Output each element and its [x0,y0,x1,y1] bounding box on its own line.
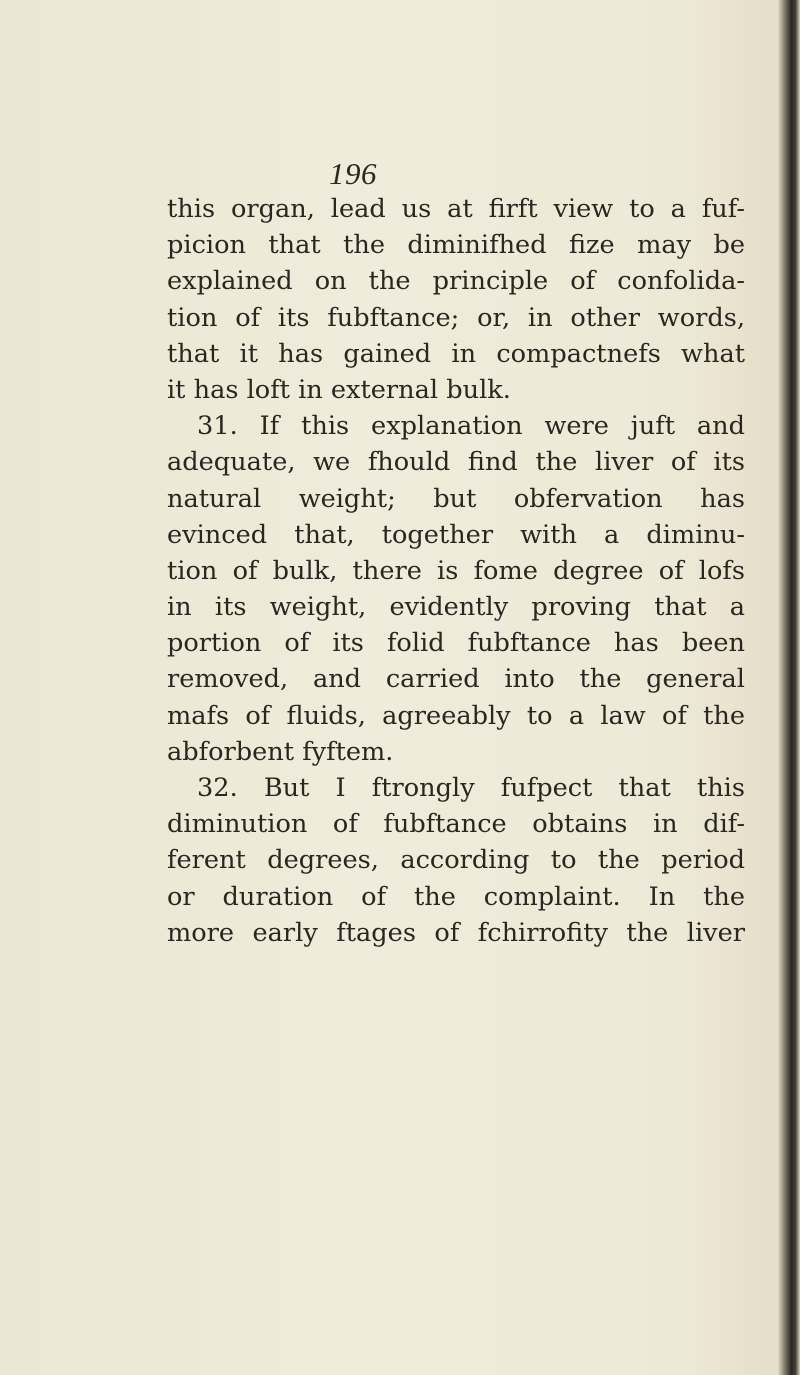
text-line: or duration of the complaint. In the [167,881,745,912]
text-line: natural weight; but obfervation has [167,483,745,514]
text-line: tion of its fubftance; or, in other words, [167,302,745,333]
text-line: evinced that, together with a diminu- [167,519,745,550]
text-line: in its weight, evidently proving that a [167,592,745,623]
text-line: picion that the diminifhed fize may be [167,230,745,261]
text-line: 32. But I ftrongly fufpect that this [197,773,745,803]
text-line: this organ, lead us at firft view to a fuf- [167,194,745,224]
text-line: explained on the principle of confolida- [167,266,745,297]
text-line: portion of its folid fubftance has been [167,628,745,659]
text-line: adequate, we fhould find the liver of its [167,447,745,478]
text-line: tion of bulk, there is fome degree of lofs [167,555,745,586]
text-line: ferent degrees, according to the period [167,845,745,876]
text-line: 31. If this explanation were juft and [197,411,745,442]
text-line: more early ftages of fchirrofity the liver [167,917,745,948]
text-line: removed, and carried into the general [167,664,745,695]
text-line: that it has gained in compactnefs what [167,338,745,369]
body-text [167,191,745,951]
text-line: it has loft in external bulk. [167,374,511,405]
page-edge-shadow [778,0,800,1375]
text-line: abforbent fyftem. [167,736,394,767]
page-number: 196 [329,156,377,191]
text-line: mafs of fluids, agreeably to a law of the [167,700,745,731]
text-line: diminution of fubftance obtains in dif- [167,809,745,840]
